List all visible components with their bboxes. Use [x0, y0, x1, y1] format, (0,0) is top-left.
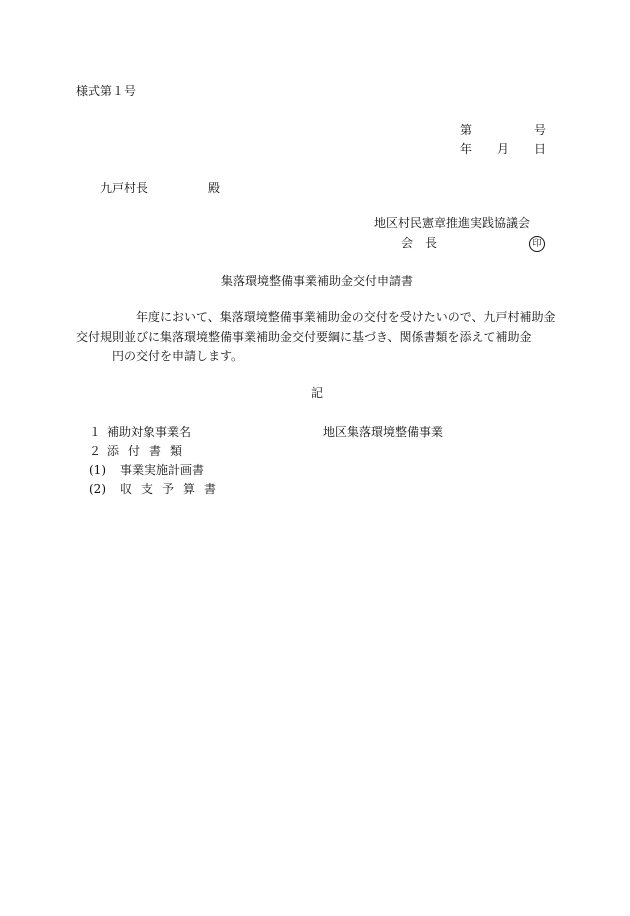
applicant-org: 地区村民憲章推進実践協議会 — [374, 216, 531, 230]
sub2-number: (2) — [89, 482, 106, 496]
applicant-title: 会 長 — [401, 236, 438, 250]
seal-icon: 印 — [529, 236, 545, 252]
ki-heading: 記 — [311, 386, 324, 400]
body-line-2: 交付規則並びに集落環境整備事業補助金交付要綱に基づき、関係書類を添えて補助金 — [76, 330, 532, 344]
item1-value: 地区集落環境整備事業 — [323, 425, 444, 439]
sub1-label: 事業実施計画書 — [120, 463, 205, 477]
form-number: 様式第１号 — [76, 84, 137, 98]
date-day: 日 — [534, 142, 547, 156]
sub1-number: (1) — [89, 463, 106, 477]
addressee-name: 九戸村長 — [100, 181, 149, 195]
item2-number: ２ — [89, 444, 102, 458]
sub2-label: 収支予算書 — [120, 482, 226, 496]
item1-number: １ — [89, 425, 102, 439]
doc-number-dai: 第 — [460, 123, 473, 137]
date-month: 月 — [497, 142, 510, 156]
addressee-honorific: 殿 — [208, 181, 221, 195]
date-year: 年 — [460, 142, 473, 156]
document-title: 集落環境整備事業補助金交付申請書 — [221, 274, 414, 288]
item2-label: 添付書類 — [107, 444, 192, 458]
body-line-1: 年度において、集落環境整備事業補助金の交付を受けたいので、九戸村補助金 — [136, 310, 556, 324]
doc-number-go: 号 — [534, 123, 547, 137]
item1-label: 補助対象事業名 — [107, 425, 192, 439]
seal-mark — [529, 234, 545, 252]
body-line-3: 円の交付を申請します。 — [112, 349, 244, 363]
